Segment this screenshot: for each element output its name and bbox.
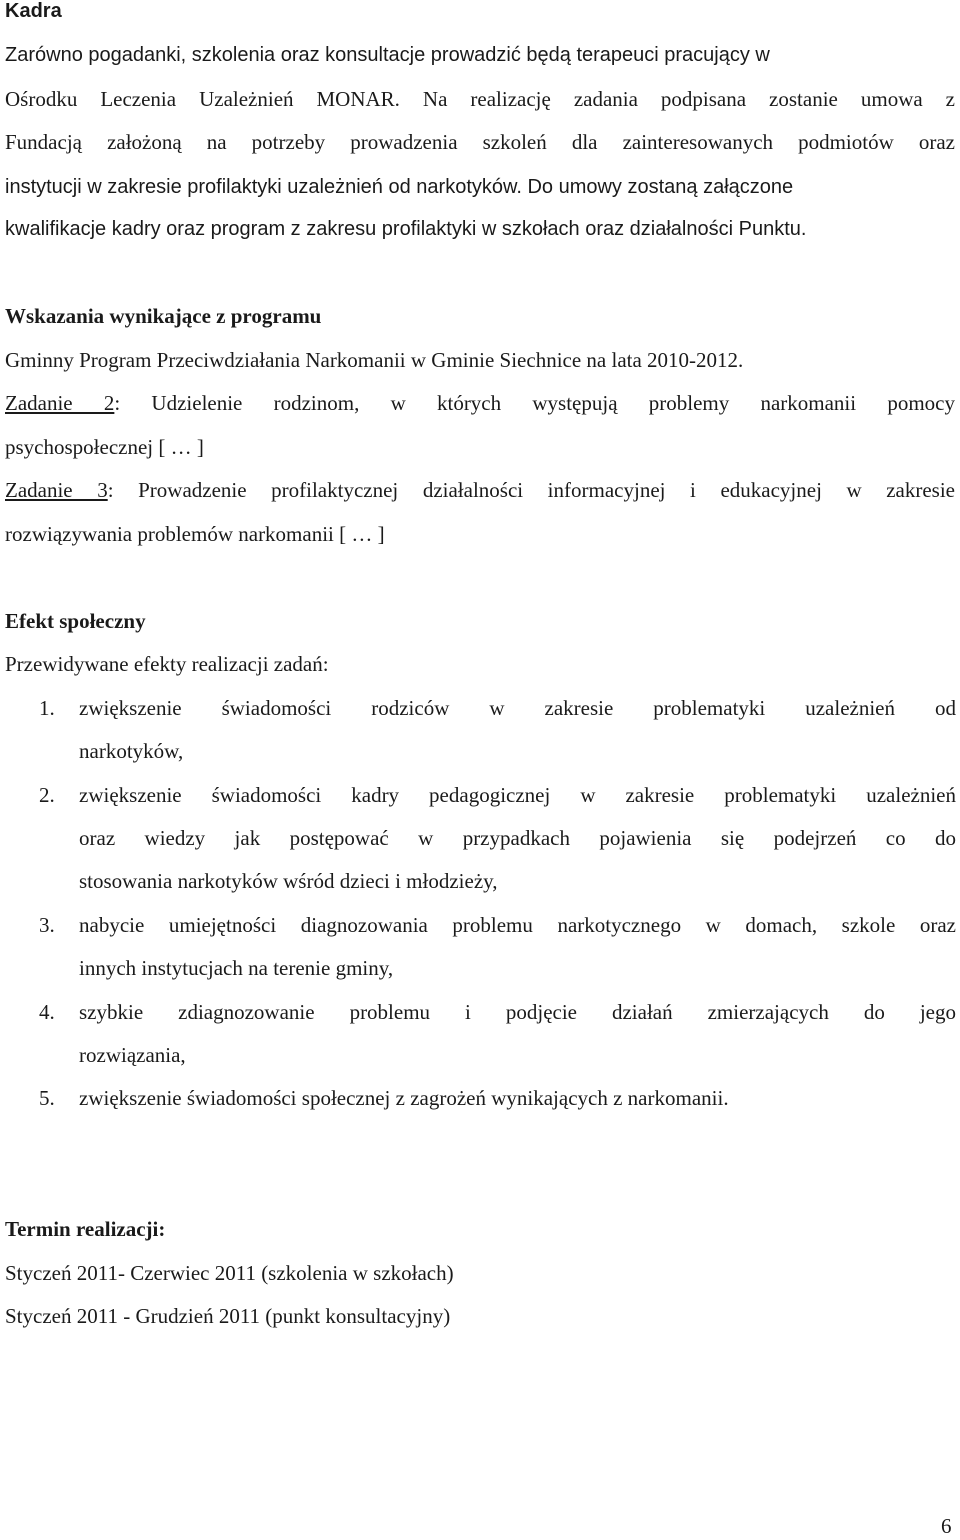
program-name: Gminny Program Przeciwdziałania Narkomanii w Gminie Siechnice na lata 2010-2012. [5,348,744,372]
list-item-line: szybkie zdiagnozowanie problemu i podjęcie działań zmierzających do jego [79,1000,956,1024]
paragraph-span: Do umowy zostaną załączone [521,176,794,198]
task-2-label: Zadanie 2 [5,391,115,415]
list-item-number: 2. [39,783,55,807]
list-item-line: zwiększenie świadomości społecznej z zagrożeń wynikających z narkomanii. [79,1086,729,1110]
task-3-label: Zadanie 3 [5,478,108,502]
task-2-text: : Udzielenie rodzinom, w których występują problemy narkomanii pomocy [114,391,955,415]
task-3-line [5,476,955,504]
list-item-number: 3. [39,913,55,937]
task-3-text: : Prowadzenie profilaktycznej działalności informacyjnej i edukacyjnej w zakresie [107,478,955,502]
paragraph-line: kwalifikacje kadry oraz program z zakresu profilaktyki w szkołach oraz działalności Punktu. [5,218,807,240]
paragraph-line: Fundacją założoną na potrzeby prowadzenia szkoleń dla zainteresowanych podmiotów oraz [5,130,955,154]
list-item-line: narkotyków, [79,739,184,763]
schedule-line: Styczeń 2011- Czerwiec 2011 (szkolenia w szkołach) [5,1261,454,1285]
list-item-line: stosowania narkotyków wśród dzieci i młodzieży, [79,869,498,893]
list-item-line: nabycie umiejętności diagnozowania problemu narkotycznego w domach, szkole oraz [79,913,956,937]
list-item-line: oraz wiedzy jak postępować w przypadkach pojawienia się podejrzeń co do [79,826,956,850]
section-heading-wskazania: Wskazania wynikające z programu [5,304,322,328]
effects-intro: Przewidywane efekty realizacji zadań: [5,652,329,676]
paragraph-line: Zarówno pogadanki, szkolenia oraz konsultacje prowadzić będą terapeuci pracujący w [5,44,770,66]
paragraph-line: Ośrodku Leczenia Uzależnień MONAR. Na realizację zadania podpisana zostanie umowa z [5,87,955,111]
section-heading-efekt: Efekt społeczny [5,609,146,633]
list-item-line: innych instytucjach na terenie gminy, [79,956,394,980]
paragraph-line [5,172,793,201]
schedule-line: Styczeń 2011 - Grudzień 2011 (punkt konsultacyjny) [5,1304,451,1328]
task-3-continuation: rozwiązywania problemów narkomanii [ … ] [5,522,385,546]
paragraph-span: instytucji w zakresie profilaktyki uzależnień od narkotyków. [5,176,522,198]
page-number: 6 [941,1514,952,1538]
list-item-number: 5. [39,1086,55,1110]
list-item-line: rozwiązania, [79,1043,186,1067]
section-heading-kadra: Kadra [5,0,62,22]
section-heading-termin: Termin realizacji: [5,1217,166,1241]
list-item-number: 1. [39,696,55,720]
task-2-line [5,389,955,417]
list-item-line: zwiększenie świadomości kadry pedagogicznej w zakresie problematyki uzależnień [79,783,956,807]
list-item-line: zwiększenie świadomości rodziców w zakresie problematyki uzależnień od [79,696,956,720]
list-item-number: 4. [39,1000,55,1024]
task-2-continuation: psychospołecznej [ … ] [5,435,204,459]
